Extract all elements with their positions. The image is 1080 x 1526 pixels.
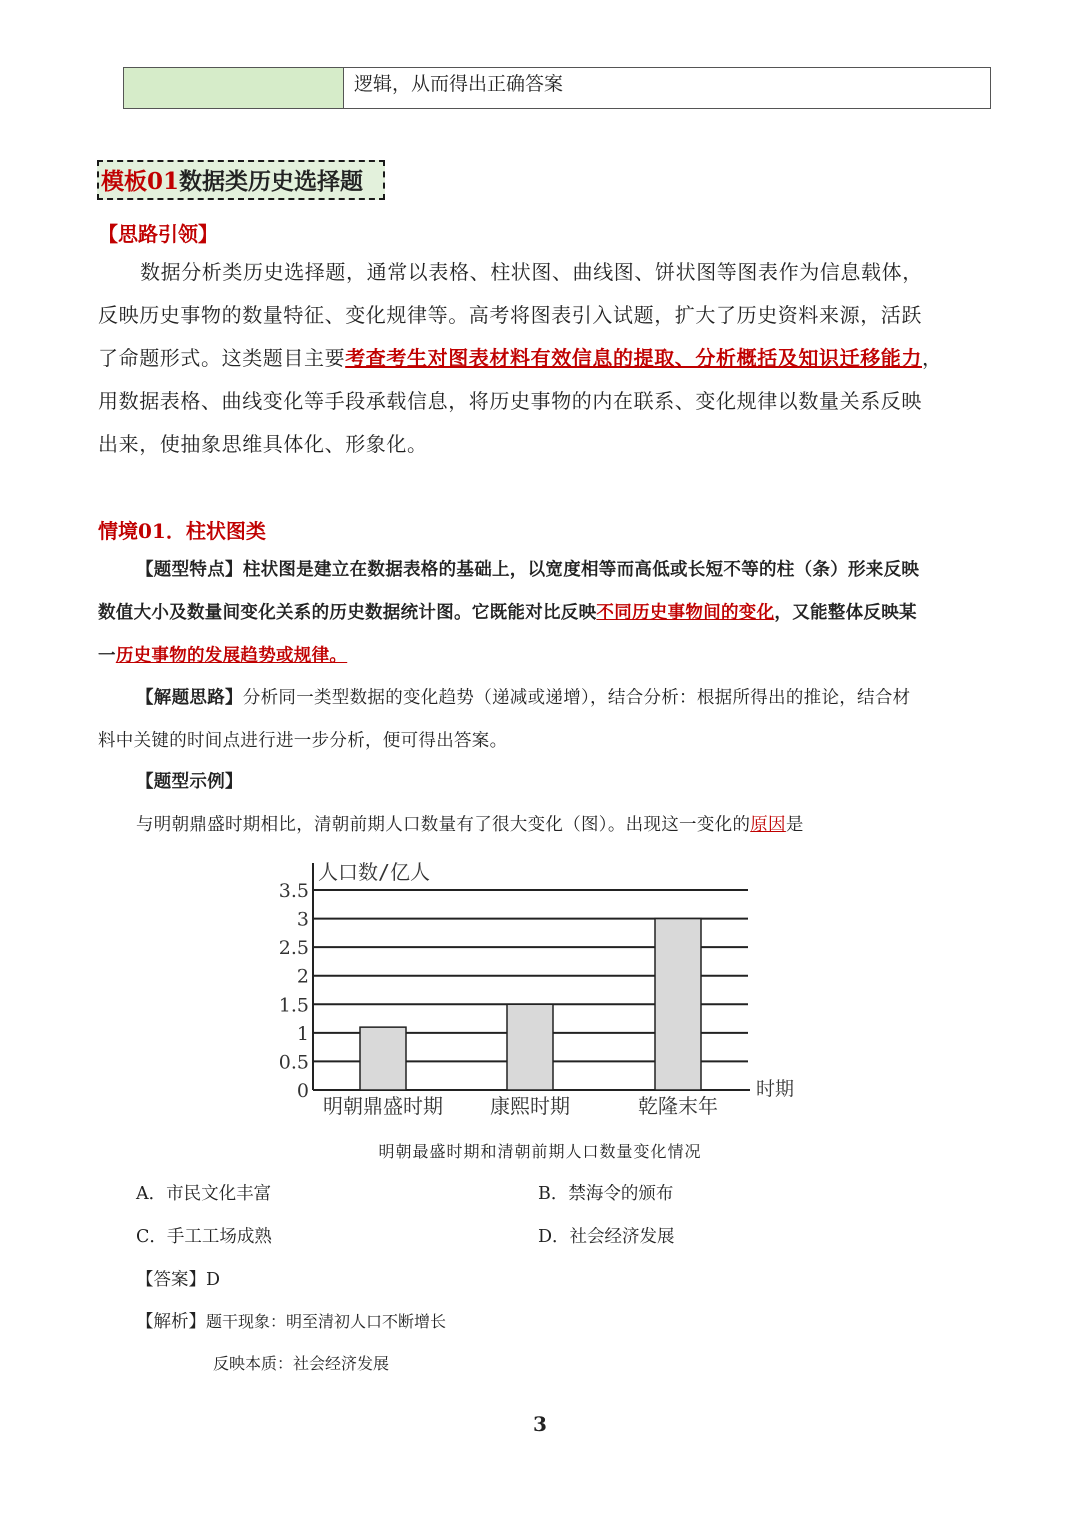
guide-paragraph (98, 251, 988, 466)
guide-line-3-end: ， (922, 346, 943, 370)
option-d: D．社会经济发展 (538, 1227, 675, 1247)
y-tick-label: 1 (296, 1022, 309, 1045)
question-highlight: 原因 (750, 815, 786, 835)
approach-label: 【解题思路】 (136, 688, 243, 708)
feature-text-1: 柱状图是建立在数据表格的基础上，以宽度相等而高低或长短不等的柱（条）形来反映 (242, 560, 920, 580)
feature-line-2 (98, 592, 988, 635)
y-tick-label: 3 (296, 908, 309, 931)
bar (655, 919, 701, 1090)
bar (360, 1027, 406, 1090)
guide-line-3 (98, 337, 988, 380)
feature-line-3 (98, 635, 988, 678)
feature-line-1 (98, 549, 988, 592)
situation-title: 情境01．柱状图类 (98, 519, 266, 543)
x-tick-label: 乾隆末年 (638, 1094, 718, 1118)
bar (507, 1004, 553, 1090)
feature-label: 【题型特点】 (136, 560, 243, 580)
y-axis-label: 人口数/亿人 (318, 860, 431, 884)
answer-line (136, 1266, 220, 1291)
template-title: 数据类历史选择题 (179, 168, 364, 195)
approach-line-1 (98, 677, 988, 720)
top-table-row (123, 67, 991, 109)
table-label-cell (124, 68, 344, 108)
answer-value: D (206, 1270, 221, 1290)
feature-text-2b: ，又能整体反映某 (774, 603, 917, 623)
guide-line-4: 用数据表格、曲线变化等手段承载信息，将历史事物的内在联系、变化规律以数量关系反映 (98, 389, 922, 413)
guide-line-3-text: 了命题形式。这类题目主要 (98, 346, 346, 370)
table-content-cell: 逻辑，从而得出正确答案 (354, 73, 564, 95)
question-main: 与明朝鼎盛时期相比，清朝前期人口数量有了很大变化（图）。出现这一变化的 (136, 815, 751, 835)
approach-line-2: 料中关键的时间点进行进一步分析，便可得出答案。 (98, 731, 508, 751)
y-tick-label: 2 (296, 965, 309, 988)
approach-paragraph (98, 677, 988, 763)
answer-label: 【答案】 (136, 1270, 206, 1290)
guide-line-5: 出来，使抽象思维具体化、形象化。 (98, 432, 428, 456)
option-a: A．市民文化丰富 (136, 1184, 272, 1204)
y-tick-label: 3.5 (278, 880, 309, 902)
feature-highlight-1: 不同历史事物间的变化 (596, 603, 775, 623)
option-c: C．手工工场成熟 (136, 1227, 272, 1247)
feature-highlight-2: 历史事物的发展趋势或规律。 (115, 646, 348, 666)
page-number: 3 (533, 1412, 547, 1436)
chart-caption: 明朝最盛时期和清朝前期人口数量变化情况 (378, 1142, 702, 1161)
example-label: 【题型示例】 (136, 772, 243, 792)
approach-text-1: 分析同一类型数据的变化趋势（递减或递增），结合分析：根据所得出的推论，结合材 (242, 688, 911, 708)
x-tick-label: 明朝鼎盛时期 (323, 1094, 443, 1118)
y-tick-label: 0.5 (278, 1051, 309, 1074)
analysis-line-1 (136, 1308, 446, 1333)
feature-text-2: 数值大小及数量间变化关系的历史数据统计图。它既能对比反映 (98, 603, 597, 623)
guide-line-2: 反映历史事物的数量特征、变化规律等。高考将图表引入试题，扩大了历史资料来源，活跃 (98, 303, 922, 327)
template-title-box (97, 160, 385, 200)
guide-label: 【思路引领】 (98, 222, 218, 246)
y-tick-label: 1.5 (278, 994, 309, 1017)
guide-line-1: 数据分析类历史选择题，通常以表格、柱状图、曲线图、饼状图等图表作为信息载体， (140, 260, 923, 284)
question-text (136, 804, 804, 847)
analysis-label: 【解析】 (136, 1312, 206, 1332)
population-bar-chart (260, 855, 820, 1130)
analysis-line-2: 反映本质：社会经济发展 (213, 1354, 390, 1373)
y-tick-label: 2.5 (278, 937, 309, 960)
y-tick-label: 0 (296, 1080, 309, 1102)
guide-highlight: 考查考生对图表材料有效信息的提取、分析概括及知识迁移能力 (345, 346, 923, 370)
option-b: B．禁海令的颁布 (538, 1184, 674, 1204)
feature-text-3: 一 (98, 646, 116, 666)
template-number: 模板01 (101, 168, 180, 195)
x-tick-label: 康熙时期 (490, 1094, 570, 1118)
x-axis-label: 时期 (756, 1078, 795, 1100)
feature-paragraph (98, 549, 988, 678)
question-end: 是 (785, 815, 804, 835)
analysis-text-1: 题干现象：明至清初人口不断增长 (206, 1312, 447, 1331)
